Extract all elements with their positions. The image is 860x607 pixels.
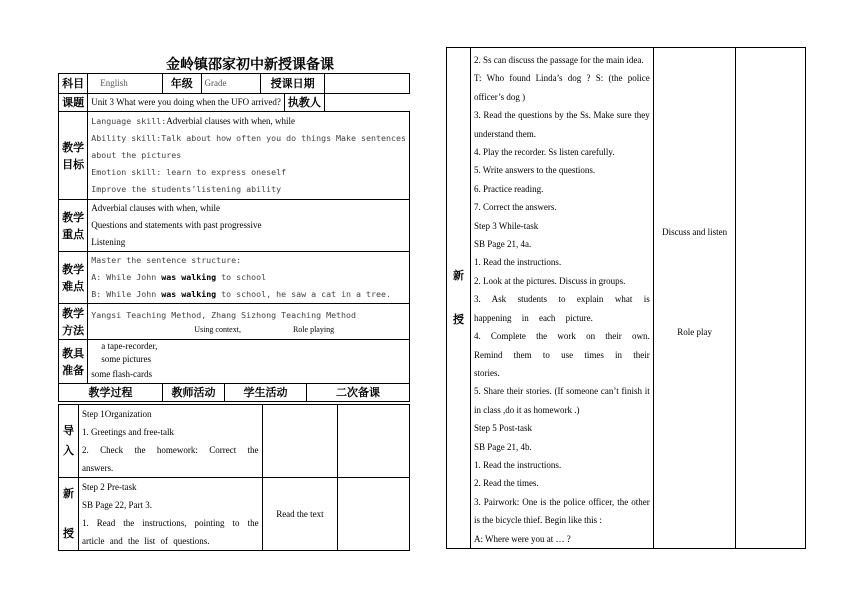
goal-4: Improve the students’listening ability	[91, 184, 282, 194]
right-line-10: 1. Read the instructions.	[473, 257, 562, 268]
keypoint-3: Listening	[91, 237, 126, 247]
topic-value: Unit 3 What were you doing when the UFO arrived?	[88, 94, 285, 112]
right-line-19: 3. Pairwork: One is the police officer, the other is the bicycle thief. Begin like this :	[473, 496, 650, 526]
new-revision-left	[338, 478, 410, 551]
right-line-13: 4. Complete the work on their own. Remind them to use times in their stories.	[473, 331, 650, 378]
subject-label: 科目	[59, 74, 88, 94]
new-content-left	[78, 478, 262, 551]
teacher-activity-header: 教师活动	[163, 384, 225, 402]
goals-content	[88, 112, 410, 200]
topic-label: 课题	[59, 94, 88, 112]
lesson-plan-table-left	[58, 73, 410, 402]
method-line-1: Yangsi Teaching Method, Zhang Sizhong Teaching Method	[91, 310, 357, 320]
method-context: Using context,	[194, 325, 241, 334]
date-label: 授课日期	[261, 74, 325, 94]
right-line-6: 6. Practice reading.	[473, 183, 544, 194]
goal-3: Emotion skill: learn to express oneself	[91, 167, 287, 177]
keypoint-1: Adverbial clauses with when, while	[91, 203, 221, 213]
new-line-3: 1. Read the instructions, pointing to the article and the list of questions.	[81, 518, 259, 546]
tools-content	[88, 340, 410, 384]
goal-2: Ability skill:Talk about how often you do things Make sentences about the pictures	[91, 133, 406, 160]
difficulties-label: 教学难点	[59, 252, 88, 304]
tools-label: 教具准备	[59, 340, 88, 384]
right-line-18: 2. Read the times.	[473, 478, 539, 489]
right-line-8: Step 3 While-task	[473, 220, 539, 231]
right-line-1: 2. Ss can discuss the passage for the main idea.	[473, 55, 644, 65]
right-line-7: 7. Correct the answers.	[473, 202, 557, 213]
right-revision	[736, 48, 806, 549]
new-line-2: SB Page 22, Part 3.	[81, 500, 152, 510]
difficulty-b: B: While John was walking to school, he saw a cat in a tree.	[91, 289, 392, 299]
new-line-1: Step 2 Pre-task	[81, 482, 137, 492]
lead-student	[262, 405, 338, 478]
tool-3: some flash-cards	[91, 369, 153, 379]
right-line-11: 2. Look at the pictures. Discuss in groups.	[473, 275, 626, 286]
goal-1: Adverbial clauses with when, while	[166, 116, 295, 126]
lead-line-2: 1. Greetings and free-talk	[81, 427, 174, 437]
new-student-left: Read the text	[262, 478, 338, 551]
difficulties-content	[88, 252, 410, 304]
grade-value: Grade	[201, 74, 261, 94]
difficulty-intro: Master the sentence structure:	[91, 255, 242, 265]
page-title: 金岭镇邵家初中新授课备课	[166, 57, 334, 73]
right-line-4: 4. Play the recorder. Ss listen carefully.	[473, 147, 615, 158]
goals-label: 教学目标	[59, 112, 88, 200]
right-line-3: 3. Read the questions by the Ss. Make sure they understand them.	[473, 110, 650, 139]
right-line-20: A: Where were you at … ?	[473, 533, 571, 544]
right-line-9: SB Page 21, 4a.	[473, 239, 532, 250]
lead-content	[78, 405, 262, 478]
method-roleplay: Role playing	[292, 325, 335, 334]
difficulty-a: A: While John was walking to school	[91, 272, 267, 282]
right-line-2: T: Who found Linda’s dog ? S: (the police officer’s dog )	[473, 73, 650, 102]
lead-label: 导 入	[59, 405, 79, 478]
method-content	[88, 304, 410, 340]
teacher-value	[324, 94, 409, 112]
right-line-15: Step 5 Post-task	[473, 423, 532, 434]
keypoint-2: Questions and statements with past progressive	[91, 220, 262, 230]
grade-label: 年级	[163, 74, 201, 94]
right-student-activity	[653, 48, 736, 549]
student-activity-header: 学生活动	[225, 384, 307, 402]
lead-line-1: Step 1Organization	[81, 409, 152, 419]
lead-revision	[338, 405, 410, 478]
keypoints-label: 教学重点	[59, 200, 88, 252]
new-label-left: 新 授	[59, 478, 79, 551]
student-activity-roleplay: Role play	[677, 327, 712, 337]
right-line-14: 5. Share their stories. (If someone can’t finish it in class ,do it as homework .)	[473, 386, 650, 415]
process-header: 教学过程	[59, 384, 163, 402]
teacher-label: 执教人	[284, 94, 324, 112]
revision-header: 二次备课	[306, 384, 409, 402]
right-line-5: 5. Write answers to the questions.	[473, 165, 596, 176]
right-line-12: 3. Ask students to explain what is happening in each picture.	[473, 294, 650, 323]
right-line-16: SB Page 21, 4b.	[473, 441, 532, 452]
new-label-right: 新 授	[447, 48, 471, 549]
keypoints-content	[88, 200, 410, 252]
student-activity-discuss: Discuss and listen	[662, 227, 728, 237]
lesson-plan-table-right	[446, 47, 806, 549]
method-label: 教学方法	[59, 304, 88, 340]
tool-1: a tape-recorder,	[101, 341, 158, 351]
subject-value: English	[88, 74, 163, 94]
lead-line-3: 2. Check the homework: Correct the answers.	[81, 445, 259, 473]
new-content-right	[470, 48, 653, 549]
date-value	[324, 74, 409, 94]
process-table-left	[58, 404, 410, 551]
right-line-17: 1. Read the instructions.	[473, 459, 562, 470]
tool-2: some pictures	[101, 354, 152, 364]
goal-1-prefix: Language skill:	[91, 116, 167, 126]
